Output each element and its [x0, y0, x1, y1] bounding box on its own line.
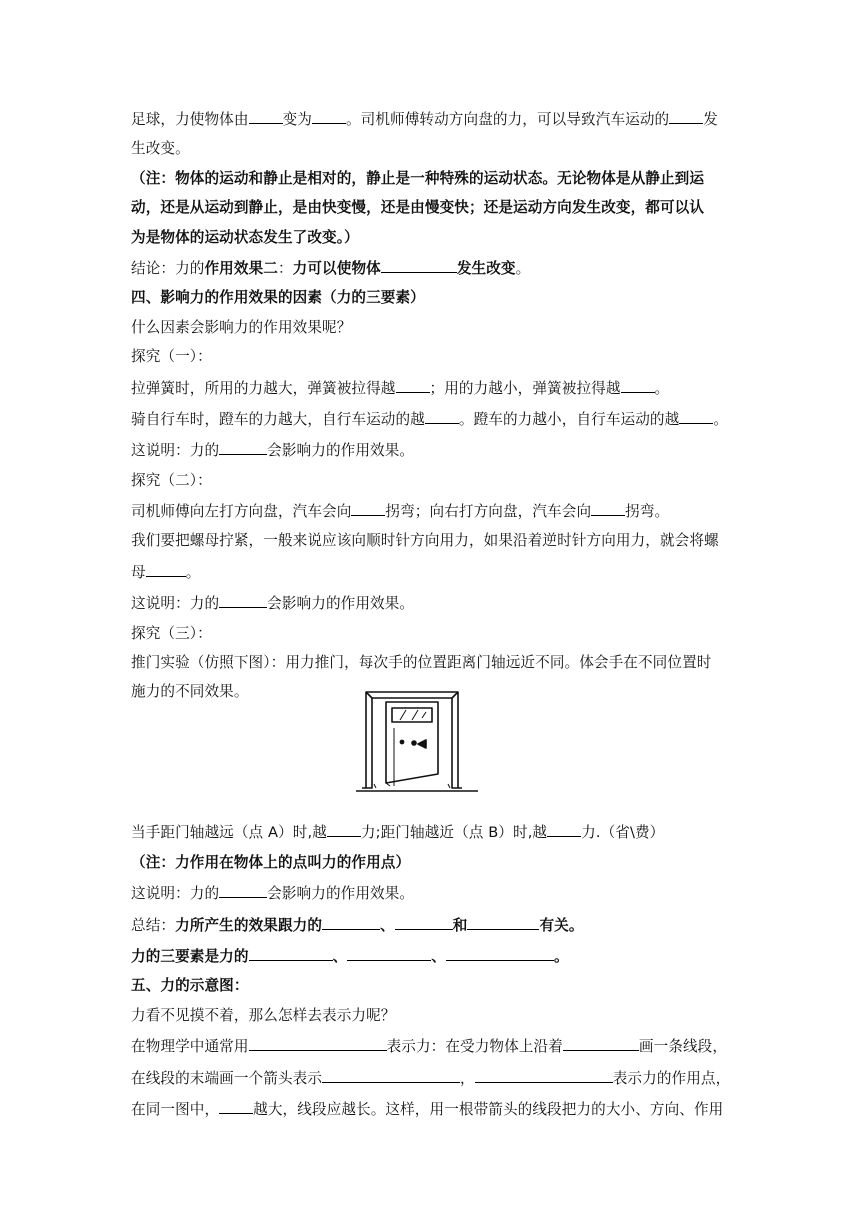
text-line: 什么因素会影响力的作用效果呢？ — [131, 318, 352, 336]
subheading: 探究（三）： — [131, 624, 212, 642]
section-heading: 五、力的示意图： — [131, 977, 249, 995]
fill-blank[interactable] — [621, 377, 655, 393]
fill-blank[interactable] — [547, 821, 581, 837]
door-diagram-icon — [356, 688, 478, 794]
fill-blank[interactable] — [395, 914, 453, 930]
fill-blank[interactable] — [351, 500, 385, 516]
fill-blank[interactable] — [146, 561, 186, 577]
text-line: 力看不见摸不着，那么怎样去表示力呢？ — [131, 1006, 396, 1024]
text-line: 司机师傅向左打方向盘，汽车会向 拐弯；向右打方向盘，汽车会向 拐弯。 — [131, 500, 731, 522]
fill-blank[interactable] — [467, 914, 539, 930]
text-line: 母 。 — [131, 561, 731, 583]
text-line: 生改变。 — [131, 140, 190, 158]
note-line: 动，还是从运动到静止，是由快变慢，还是由慢变快；还是运动方向发生改变，都可以认 — [131, 199, 705, 217]
note-line: （注：物体的运动和静止是相对的，静止是一种特殊的运动状态。无论物体是从静止到运 — [131, 169, 705, 187]
note-line: （注：力作用在物体上的点叫力的作用点） — [131, 853, 411, 871]
conclusion-line: 结论：力的作用效果二：力可以使物体 发生改变。 — [131, 257, 731, 279]
fill-blank[interactable] — [322, 1067, 460, 1083]
fill-blank[interactable] — [312, 108, 346, 124]
fill-blank[interactable] — [219, 592, 267, 608]
fill-blank[interactable] — [249, 1035, 387, 1051]
fill-blank[interactable] — [475, 1067, 613, 1083]
text-line: 施力的不同效果。 — [131, 683, 249, 701]
text-line: 推门实验（仿照下图）：用力推门，每次手的位置距离门轴远近不同。体会手在不同位置时 — [131, 654, 712, 672]
fill-blank[interactable] — [347, 945, 431, 961]
fill-blank[interactable] — [679, 408, 713, 424]
fill-blank[interactable] — [563, 1035, 639, 1051]
fill-blank[interactable] — [669, 108, 703, 124]
fill-blank[interactable] — [322, 914, 380, 930]
subheading: 探究（二）： — [131, 471, 212, 489]
fill-blank[interactable] — [591, 500, 625, 516]
text-line: 这说明：力的 会影响力的作用效果。 — [131, 882, 731, 904]
subheading: 探究（一）： — [131, 348, 212, 366]
fill-blank[interactable] — [249, 108, 283, 124]
text-line: 骑自行车时，蹬车的力越大，自行车运动的越 。蹬车的力越小，自行车运动的越 。 — [131, 408, 731, 430]
summary-line: 总结：力所产生的效果跟力的 、 和 有关。 — [131, 914, 731, 936]
fill-blank[interactable] — [381, 257, 457, 273]
text-line: 当手距门轴越远（点 A）时,越 力;距门轴越近（点 B）时,越 力.（省\费） — [131, 821, 731, 843]
fill-blank[interactable] — [425, 408, 459, 424]
text-line: 在同一图中， 越大，线段应越长。这样，用一根带箭头的线段把力的大小、方向、作用 — [131, 1098, 731, 1120]
text-line: 这说明：力的 会影响力的作用效果。 — [131, 592, 731, 614]
section-heading: 四、影响力的作用效果的因素（力的三要素） — [131, 289, 425, 307]
fill-blank[interactable] — [446, 945, 554, 961]
text-line: 我们要把螺母拧紧，一般来说应该向顺时针方向用力，如果沿着逆时针方向用力，就会将螺 — [131, 532, 719, 550]
worksheet-body — [131, 108, 731, 1129]
fill-blank[interactable] — [327, 821, 361, 837]
text-line: 足球，力使物体由 变为 。司机师傅转动方向盘的力，可以导致汽车运动的 发 — [131, 108, 731, 130]
text-line: 拉弹簧时，所用的力越大，弹簧被拉得越 ；用的力越小，弹簧被拉得越 。 — [131, 377, 731, 399]
fill-blank[interactable] — [219, 439, 267, 455]
fill-blank[interactable] — [249, 945, 333, 961]
text-line: 在线段的末端画一个箭头表示 ， 表示力的作用点， — [131, 1067, 731, 1089]
note-line: 为是物体的运动状态发生了改变。） — [131, 228, 359, 246]
text-line: 在物理学中通常用 表示力：在受力物体上沿着 画一条线段， — [131, 1035, 731, 1057]
fill-blank[interactable] — [219, 882, 267, 898]
fill-blank[interactable] — [396, 377, 430, 393]
fill-blank[interactable] — [219, 1098, 253, 1114]
summary-line: 力的三要素是力的 、 、 。 — [131, 945, 731, 967]
text-line: 这说明：力的 会影响力的作用效果。 — [131, 439, 731, 461]
